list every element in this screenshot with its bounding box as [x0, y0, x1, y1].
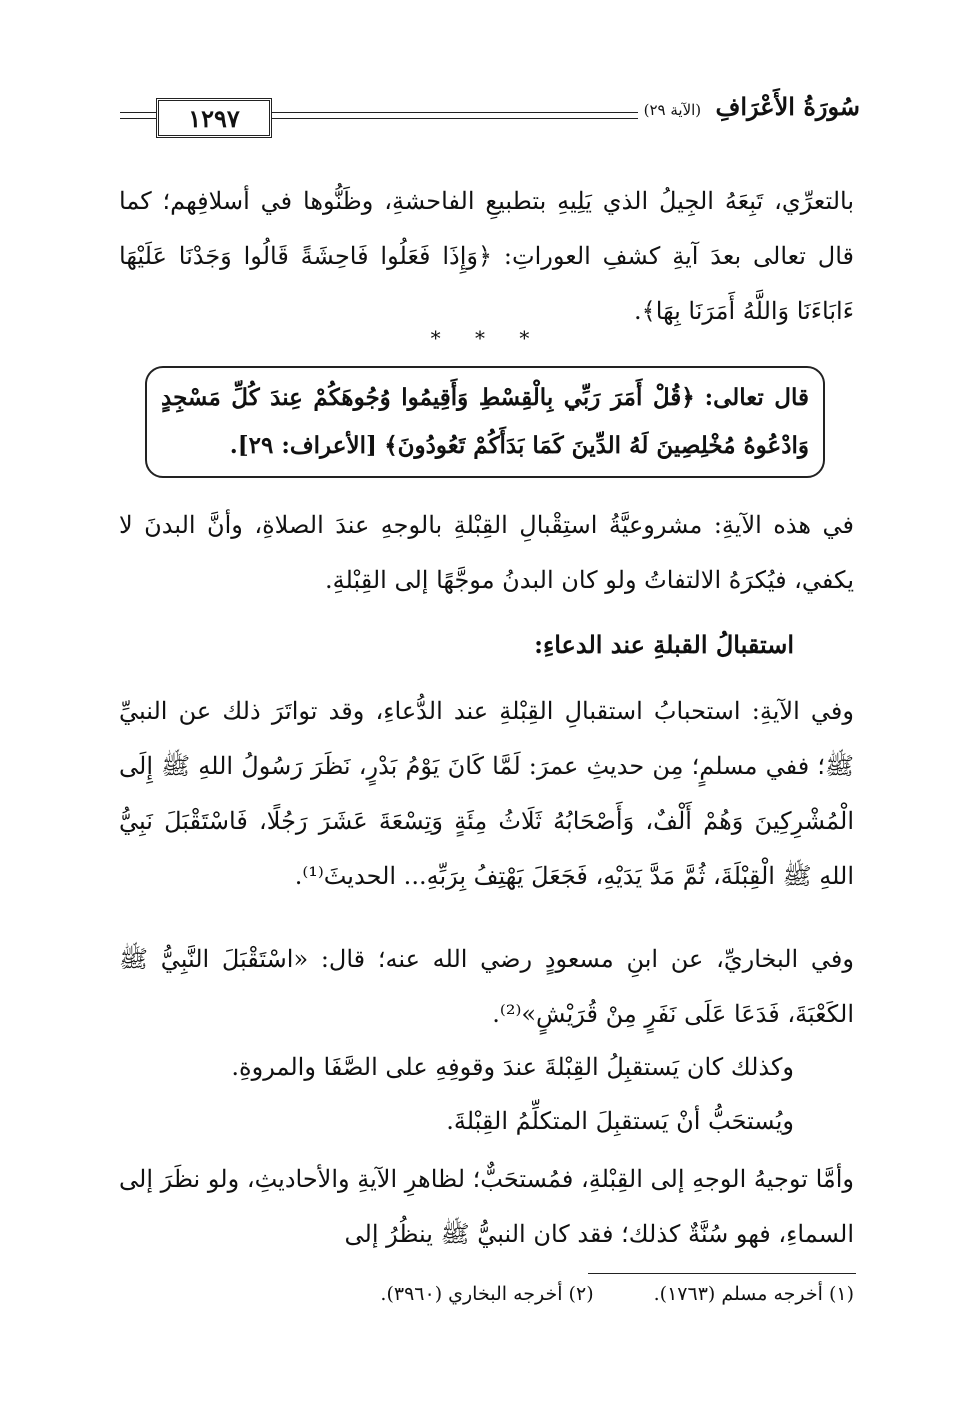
footnote-rule	[588, 1273, 856, 1274]
paragraph-speaker: ويُستحَبُّ أنْ يَستقبِلَ المتكلِّمُ القِبْلةَ.	[446, 1107, 794, 1135]
verse-text: ﴿قُلْ أَمَرَ رَبِّي بِالْقِسْطِ وَأَقِيمُوا وُجُوهَكُمْ عِندَ كُلِّ مَسْجِدٍ وَادْعُوهُ مُخْلِصِينَ لَهُ الدِّينَ كَمَا بَدَأَكُمْ تَعُودُونَ﴾	[161, 384, 809, 459]
page-number: ١٢٩٧	[156, 98, 272, 138]
verse-intro: قال تعالى:	[704, 384, 809, 411]
footnote-1: (١) أخرجه مسلم (١٧٦٣).	[653, 1283, 854, 1305]
header-rule	[120, 112, 160, 113]
footnote-2: (٢) أخرجه البخاري (٣٩٦٠).	[380, 1283, 594, 1305]
quran-verse-box	[145, 366, 825, 478]
paragraph-intro: بالتعرِّي، تَبِعَهُ الجِيلُ الذي يَلِيهِ بتطبيعِ الفاحشةِ، وظَنُّوها في أسلافِهم؛ كما قال تعالى بعدَ آيةِ كشفِ العوراتِ: ﴿وَإِذَا فَعَلُوا فَاحِشَةً قَالُوا وَجَدْنَا عَلَيْهَا ءَابَاءَنَا وَاللَّهُ أَمَرَنَا بِهَا﴾.	[119, 187, 854, 325]
footnotes	[119, 1283, 854, 1305]
page-header	[120, 92, 860, 138]
section-divider-stars: * * *	[430, 326, 544, 350]
verse-reference: [الأعراف: ٢٩].	[229, 432, 377, 459]
surah-name: سُورَةُ الأَعْرَافِ	[715, 92, 860, 121]
paragraph-face-direction: وأمَّا توجيهُ الوجهِ إلى القِبْلةِ، فمُستحَبٌّ؛ لظاهرِ الآيةِ والأحاديثِ، ولو نظَرَ إلى السماءِ، فهو سُنَّةٌ كذلك؛ فقد كان النبيُّ ﷺ ينظُرُ إلى	[119, 1165, 854, 1248]
paragraph-qibla-dua: وفي الآيةِ: استحبابُ استقبالِ القِبْلةِ عند الدُّعاءِ، وقد تواتَرَ ذلك عن النبيِّ ﷺ؛ ففي مسلمٍ؛ مِن حديثِ عمرَ: لَمَّا كَانَ يَوْمُ بَدْرٍ، نَظَرَ رَسُولُ اللهِ ﷺ إِلَى الْمُشْرِكِينَ وَهُمْ أَلْفٌ، وَأَصْحَابُهُ ثَلَاثُ مِئَةٍ وَتِسْعَةَ عَشَرَ رَجُلًا، فَاسْتَقْبَلَ نَبِيُّ اللهِ ﷺ الْقِبْلَةَ، ثُمَّ مَدَّ يَدَيْهِ، فَجَعَلَ يَهْتِفُ بِرَبِّهِ... الحديثَ⁽¹⁾.	[119, 697, 854, 890]
paragraph-bukhari: وفي البخاريِّ، عن ابنِ مسعودٍ رضي الله عنه؛ قال: «اسْتَقْبَلَ النَّبِيُّ ﷺ الكَعْبَةَ، فَدَعَا عَلَى نَفَرٍ مِنْ قُرَيْشٍ»⁽²⁾.	[119, 945, 854, 1028]
paragraph-qibla-prayer: في هذه الآيةِ: مشروعيَّةُ استِقْبالِ القِبْلةِ بالوجهِ عندَ الصلاةِ، وأنَّ البدنَ لا يكفي، فيُكرَهُ الالتفاتُ ولو كان البدنُ موجَّهًا إلى القِبْلةِ.	[119, 511, 854, 594]
header-rule	[120, 118, 160, 119]
paragraph-safa-marwa: وكذلك كان يَستقبِلُ القِبْلةَ عندَ وقوفِهِ على الصَّفَا والمروةِ.	[231, 1053, 794, 1081]
section-heading: استقبالُ القبلةِ عند الدعاءِ:	[534, 630, 794, 659]
ayah-reference: (الآية ٢٩)	[643, 101, 702, 119]
surah-title	[638, 92, 860, 121]
